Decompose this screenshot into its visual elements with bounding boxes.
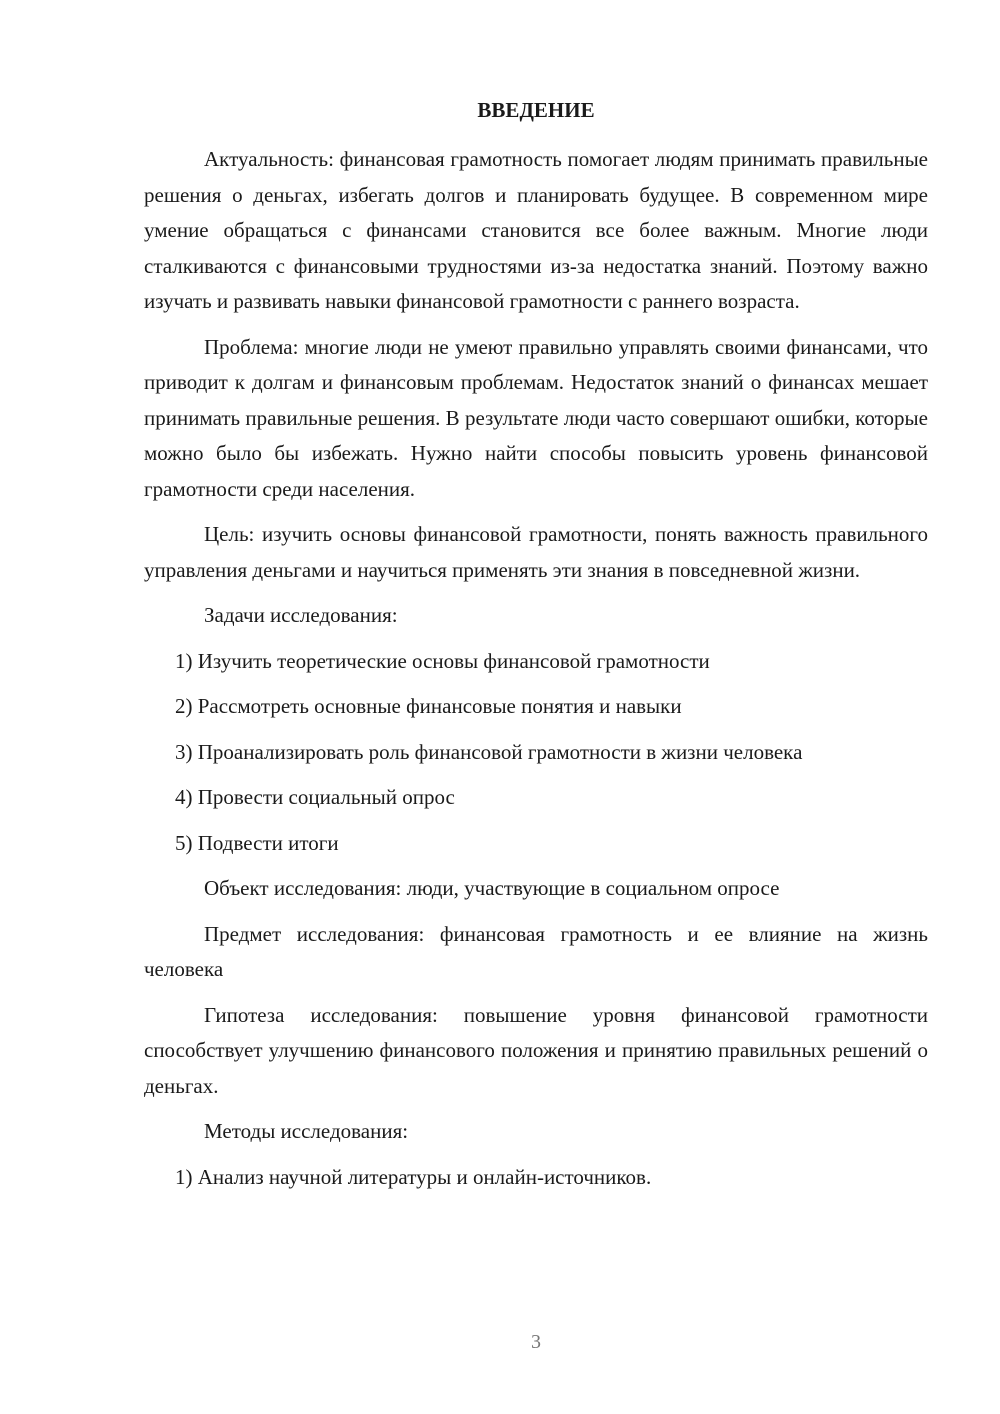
page-title: ВВЕДЕНИЕ (477, 98, 595, 122)
subject-paragraph: Предмет исследования: финансовая грамотность и ее влияние на жизнь человека (144, 921, 928, 981)
goal-paragraph: Цель: изучить основы финансовой грамотности, понять важность правильного управления деньгами и научиться применять эти знания в повседневной жизни. (144, 522, 928, 582)
methods-heading: Методы исследования: (204, 1119, 409, 1143)
tasks-heading: Задачи исследования: (204, 603, 398, 627)
task-item: 5) Подвести итоги (175, 830, 339, 855)
problem-paragraph: Проблема: многие люди не умеют правильно управлять своими финансами, что приводит к долгам и финансовым проблемам. Недостаток знаний о финансах мешает принимать правильные решения. В результате люди часто совершают ошибки, которые можно было бы избежать. Нужно найти способы повысить уровень финансовой грамотности среди населения. (144, 334, 928, 501)
task-item: 4) Провести социальный опрос (175, 785, 455, 809)
object-paragraph: Объект исследования: люди, участвующие в социальном опросе (204, 876, 780, 900)
document-page (144, 95, 928, 1205)
method-item: 1) Анализ научной литературы и онлайн-источников. (175, 1164, 652, 1189)
hypothesis-paragraph: Гипотеза исследования: повышение уровня финансовой грамотности способствует улучшению финансового положения и принятию правильных решений о деньгах. (144, 1002, 928, 1098)
task-item: 3) Проанализировать роль финансовой грамотности в жизни человека (175, 739, 803, 764)
relevance-paragraph: Актуальность: финансовая грамотность помогает людям принимать правильные решения о деньгах, избегать долгов и планировать будущее. В современном мире умение обращаться с финансами становится все более важным. Многие люди сталкиваются с финансовыми трудностями из-за недостатка знаний. Поэтому важно изучать и развивать навыки финансовой грамотности с раннего возраста. (144, 147, 928, 313)
task-item: 1) Изучить теоретические основы финансовой грамотности (175, 648, 710, 673)
task-item: 2) Рассмотреть основные финансовые понятия и навыки (175, 694, 682, 718)
page-number: 3 (531, 1331, 541, 1353)
